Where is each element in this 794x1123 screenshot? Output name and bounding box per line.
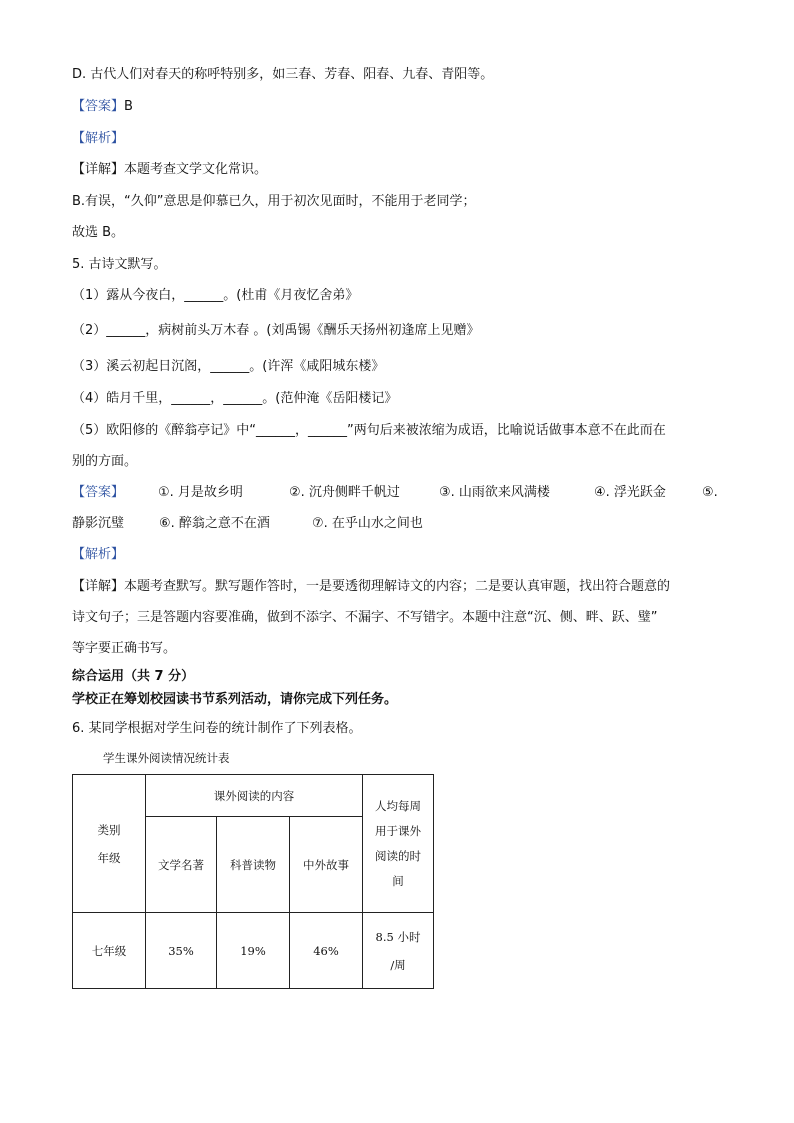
grade-cell: 七年级 xyxy=(73,913,146,989)
question-5-title: 5. 古诗文默写。 xyxy=(72,257,167,272)
detail-line-3: 诗文句子；三是答题内容要准确，做到不添字、不漏字、不写错字。本题中注意“沉、侧、畔、跃、璧” xyxy=(72,610,658,625)
hours-header-line: 阅读的时 xyxy=(375,848,421,863)
value-cell: 46% xyxy=(290,913,363,989)
answer-line xyxy=(72,97,133,117)
column-header: 文学名著 xyxy=(146,817,217,913)
answer-item: ④. 浮光跃金 xyxy=(594,485,666,500)
q5-item-1: （1）露从今夜白，______。(杜甫《月夜忆舍弟》 xyxy=(72,288,359,303)
line-option-d: D. 古代人们对春天的称呼特别多，如三春、芳春、阳春、九春、青阳等。 xyxy=(72,67,494,82)
answer-item: ⑤. xyxy=(702,485,718,500)
q5-item-2: （2）______，病树前头万木春 。(刘禹锡《酬乐天扬州初逢席上见赠》 xyxy=(72,323,480,338)
section-heading: 综合运用（共 7 分） xyxy=(72,669,195,684)
detail-line: 【详解】本题考查文学文化常识。 xyxy=(72,162,268,177)
answer-item: ①. 月是故乡明 xyxy=(158,485,243,500)
table-caption: 学生课外阅读情况统计表 xyxy=(103,751,230,765)
group-header: 课外阅读的内容 xyxy=(146,775,363,817)
value-cell: 35% xyxy=(146,913,217,989)
hours-header-line: 人均每周 xyxy=(375,798,421,813)
analysis-label-2: 【解析】 xyxy=(72,547,125,562)
analysis-label: 【解析】 xyxy=(72,131,125,146)
answer-label: 【答案】 xyxy=(72,99,125,114)
question-6-title: 6. 某同学根据对学生问卷的统计制作了下列表格。 xyxy=(72,721,362,736)
hours-cell xyxy=(363,913,434,989)
detail-line-2: 【详解】本题考查默写。默写题作答时，一是要透彻理解诗文的内容；二是要认真审题，找出符合题意的 xyxy=(72,579,671,594)
column-header: 科普读物 xyxy=(217,817,290,913)
hours-header-line: 用于课外 xyxy=(375,823,421,838)
choice-line: 故选 B。 xyxy=(72,225,125,240)
q5-item-3: （3）溪云初起日沉阁，______。(许浑《咸阳城东楼》 xyxy=(72,359,385,374)
answers-row-1 xyxy=(72,483,722,503)
hours-value: 8.5 小时 xyxy=(375,929,421,944)
value-cell: 19% xyxy=(217,913,290,989)
corner-top: 类别 xyxy=(97,822,121,837)
hours-header xyxy=(363,775,434,913)
answer-item: ③. 山雨欲来风满楼 xyxy=(439,485,550,500)
corner-bottom: 年级 xyxy=(97,850,121,865)
answer-item: ⑥. 醉翁之意不在酒 xyxy=(159,516,270,531)
answer-item: ⑦. 在乎山水之间也 xyxy=(312,516,423,531)
table-row xyxy=(73,913,434,989)
answer-value: B xyxy=(124,99,133,114)
q5-item-5: （5）欧阳修的《醉翁亭记》中“______，______”两句后来被浓缩为成语，比喻说话做事本意不在此而在 xyxy=(72,423,666,438)
explanation-line: B.有误，“久仰”意思是仰慕已久，用于初次见面时，不能用于老同学； xyxy=(72,194,476,209)
hours-unit: /周 xyxy=(390,957,406,972)
q5-item-4: （4）皓月千里，______，______。(范仲淹《岳阳楼记》 xyxy=(72,391,398,406)
stats-table xyxy=(72,774,434,989)
section-intro: 学校正在筹划校园读书节系列活动，请你完成下列任务。 xyxy=(72,692,398,707)
answers-row-2 xyxy=(72,514,423,534)
q5-item-5-cont: 别的方面。 xyxy=(72,454,138,469)
answer-item: 静影沉璧 xyxy=(72,516,125,531)
column-header: 中外故事 xyxy=(290,817,363,913)
corner-header xyxy=(73,775,146,913)
answers-label: 【答案】 xyxy=(72,485,125,500)
detail-line-4: 等字要正确书写。 xyxy=(72,641,177,656)
hours-header-line: 间 xyxy=(392,873,404,888)
answer-item: ②. 沉舟侧畔千帆过 xyxy=(289,485,400,500)
